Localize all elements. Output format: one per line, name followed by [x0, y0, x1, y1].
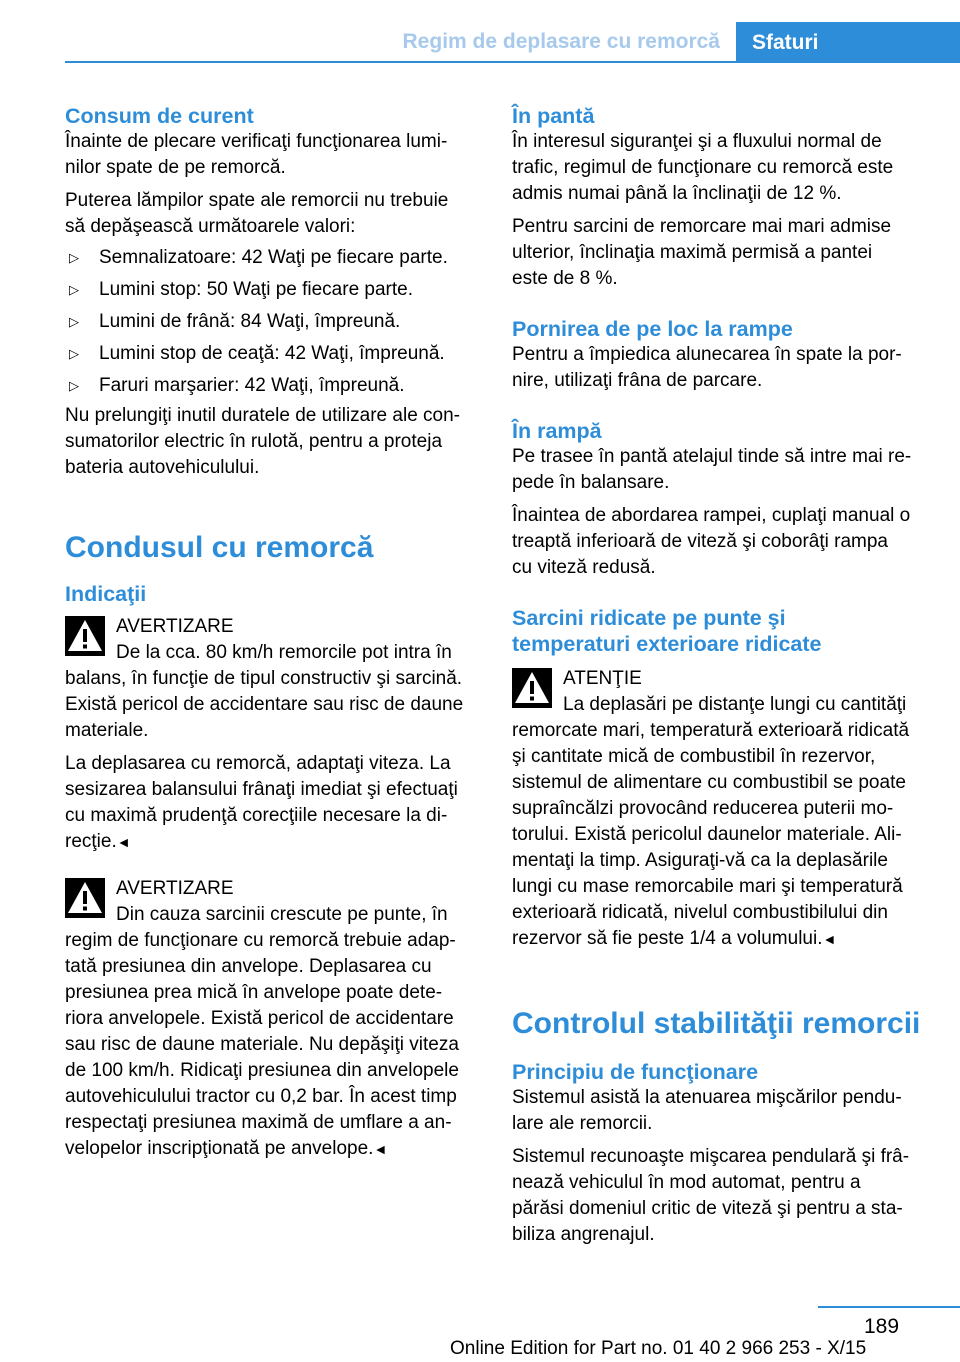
bullet-list — [65, 245, 483, 399]
end-mark-icon: ◄ — [373, 1141, 388, 1157]
heading-in-panta: În pantă — [512, 104, 595, 128]
warning-triangle-icon — [65, 616, 105, 656]
footer-rule — [818, 1306, 960, 1308]
paragraph: Sistemul recunoaşte mişcarea pendulară şi frâ- nează vehiculul în mod automat, pentru a părăsi domeniul critic de viteză şi pentru a sta- biliza angrenajul. — [512, 1146, 910, 1245]
warning-block: AVERTIZARE De la cca. 80 km/h remorcile pot intra în balans, în funcţie de tipul constructiv şi sarcină. Există pericol de accidentare sau risc de daune materiale. La deplasarea cu remorcă, adaptaţi viteza. La sesizarea balansului frânaţi imediat şi efectuaţi cu maximă prudenţă corecţiile necesare la di- recţie.◄ — [65, 614, 483, 855]
list-item: ▷ Lumini stop de ceaţă: 42 Waţi, împreună. — [65, 341, 483, 367]
paragraph: Puterea lămpilor spate ale remorcii nu trebuie să depăşească următoarele valori: — [65, 190, 449, 237]
list-item: ▷ Semnalizatoare: 42 Waţi pe fiecare parte. — [65, 245, 483, 271]
heading-sarcini-ridicate: Sarcini ridicate pe punte şi temperaturi exterioare ridicate — [512, 606, 822, 656]
paragraph: Pe trasee în pantă atelajul tinde să intre mai re- pede în balansare. — [512, 446, 912, 493]
triangle-right-icon: ▷ — [69, 346, 79, 361]
paragraph: Înainte de plecare verificaţi funcţionarea lumi- nilor spate de pe remorcă. — [65, 131, 448, 178]
triangle-right-icon: ▷ — [69, 378, 79, 393]
paragraph: Pentru sarcini de remorcare mai mari admise ulterior, înclinaţia maximă permisă a pantei este de 8 %. — [512, 216, 892, 289]
warning-label: AVERTIZARE — [116, 616, 234, 637]
warning-label: AVERTIZARE — [116, 878, 234, 899]
edition-line: Online Edition for Part no. 01 40 2 966 253 - X/15 — [450, 1338, 867, 1359]
warning-text: regim de funcţionare cu remorcă trebuie adap- tată presiunea din anvelope. Deplasarea cu presiunea prea mică în anvelope poate dete- riora anvelopele. Există pericol de accidentare sau risc de daune materiale. Nu depăşiţi viteza de 100 km/h. Ridicaţi presiunea din anvelopele autovehiculului tractor cu 0,2 bar. În acest timp respectaţi presiunea maximă de umflare a an- velopelor inscripţionată pe anvelope.◄ — [65, 930, 459, 1159]
list-item: ▷ Lumini stop: 50 Waţi pe fiecare parte. — [65, 277, 483, 303]
caution-text: remorcate mari, temperatură exterioară ridicată şi cantitate mică de combustibil în rezervor, sistemul de alimentare cu combustibil se poate supraîncălzi provocând reducerea puterii mo- torului. Există pericolul daunelor materiale. Ali- mentaţi la timp. Asiguraţi-vă ca la deplasările lungi cu mase remorcabile mari şi temperatură exterioară ridicată, nivelul combustibilului din rezervor să fie peste 1/4 a volumului.◄ — [512, 720, 910, 949]
paragraph: Pentru a împiedica alunecarea în spate la por- nire, utilizaţi frâna de parcare. — [512, 344, 902, 391]
heading-indicatii: Indicaţii — [65, 582, 147, 606]
warning-triangle-icon — [65, 878, 105, 918]
caution-label: ATENŢIE — [563, 668, 642, 689]
header-rule — [65, 61, 960, 63]
paragraph: Sistemul asistă la atenuarea mişcărilor pendu- lare ale remorcii. — [512, 1087, 902, 1134]
left-column — [65, 103, 483, 1162]
triangle-right-icon: ▷ — [69, 250, 79, 265]
end-mark-icon: ◄ — [822, 931, 837, 947]
warning-block: AVERTIZARE Din cauza sarcinii crescute pe punte, în regim de funcţionare cu remorcă trebuie adap- tată presiunea din anvelope. Deplasarea cu presiunea prea mică în anvelope poate dete- riora anvelopele. Există pericol de accidentare sau risc de daune materiale. Nu depăşiţi viteza de 100 km/h. Ridicaţi presiunea din anvelopele autovehiculului tractor cu 0,2 bar. În acest timp respectaţi presiunea maximă de umflare a an- velopelor inscripţionată pe anvelope.◄ — [65, 876, 483, 1162]
heading-controlul-stabilitatii: Controlul stabilităţii remorcii — [512, 1007, 921, 1040]
paragraph: În interesul siguranţei şi a fluxului normal de trafic, regimul de funcţionare cu remorcă este admis numai până la înclinaţii de 12 %. — [512, 131, 894, 204]
page-number: 189 — [864, 1315, 900, 1338]
running-header-section: Regim de deplasare cu remorcă — [402, 30, 720, 53]
heading-condusul-cu-remorca: Condusul cu remorcă — [65, 531, 374, 564]
end-mark-icon: ◄ — [116, 834, 131, 850]
chapter-tab — [736, 22, 960, 62]
warning-triangle-icon — [512, 668, 552, 708]
triangle-right-icon: ▷ — [69, 314, 79, 329]
heading-consum-de-curent: Consum de curent — [65, 104, 254, 128]
warning-text: balans, în funcţie de tipul constructiv şi sarcină. Există pericol de accidentare sau risc de daune materiale. — [65, 668, 464, 741]
heading-principiu: Principiu de funcţionare — [512, 1060, 759, 1084]
list-item: ▷ Faruri marşarier: 42 Waţi, împreună. — [65, 373, 483, 399]
warning-text: La deplasarea cu remorcă, adaptaţi viteza. La sesizarea balansului frânaţi imediat şi efectuaţi cu maximă prudenţă corecţiile necesare la di- recţie.◄ — [65, 753, 458, 852]
paragraph: Nu prelungiţi inutil duratele de utilizare ale con- sumatorilor electric în rulotă, pentru a proteja bateria autovehiculului. — [65, 405, 461, 478]
paragraph: Înaintea de abordarea rampei, cuplaţi manual o treaptă inferioară de viteză şi coborâţi rampa cu viteză redusă. — [512, 505, 911, 578]
chapter-tab-label: Sfaturi — [752, 31, 819, 54]
right-column — [512, 103, 930, 1248]
heading-in-rampa: În rampă — [512, 419, 602, 443]
triangle-right-icon: ▷ — [69, 282, 79, 297]
list-item: ▷ Lumini de frână: 84 Waţi, împreună. — [65, 309, 483, 335]
heading-pornirea: Pornirea de pe loc la rampe — [512, 317, 793, 341]
caution-block: ATENŢIE La deplasări pe distanţe lungi cu cantităţi remorcate mari, temperatură exterioară ridicată şi cantitate mică de combustibil în rezervor, sistemul de alimentare cu combustibil se poate supraîncălzi provocând reducerea puterii mo- torului. Există pericolul daunelor materiale. Ali- mentaţi la timp. Asiguraţi-vă ca la deplasările lungi cu mase remorcabile mari şi temperatură exterioară ridicată, nivelul combustibilului din rezervor să fie peste 1/4 a volumului.◄ — [512, 666, 930, 952]
